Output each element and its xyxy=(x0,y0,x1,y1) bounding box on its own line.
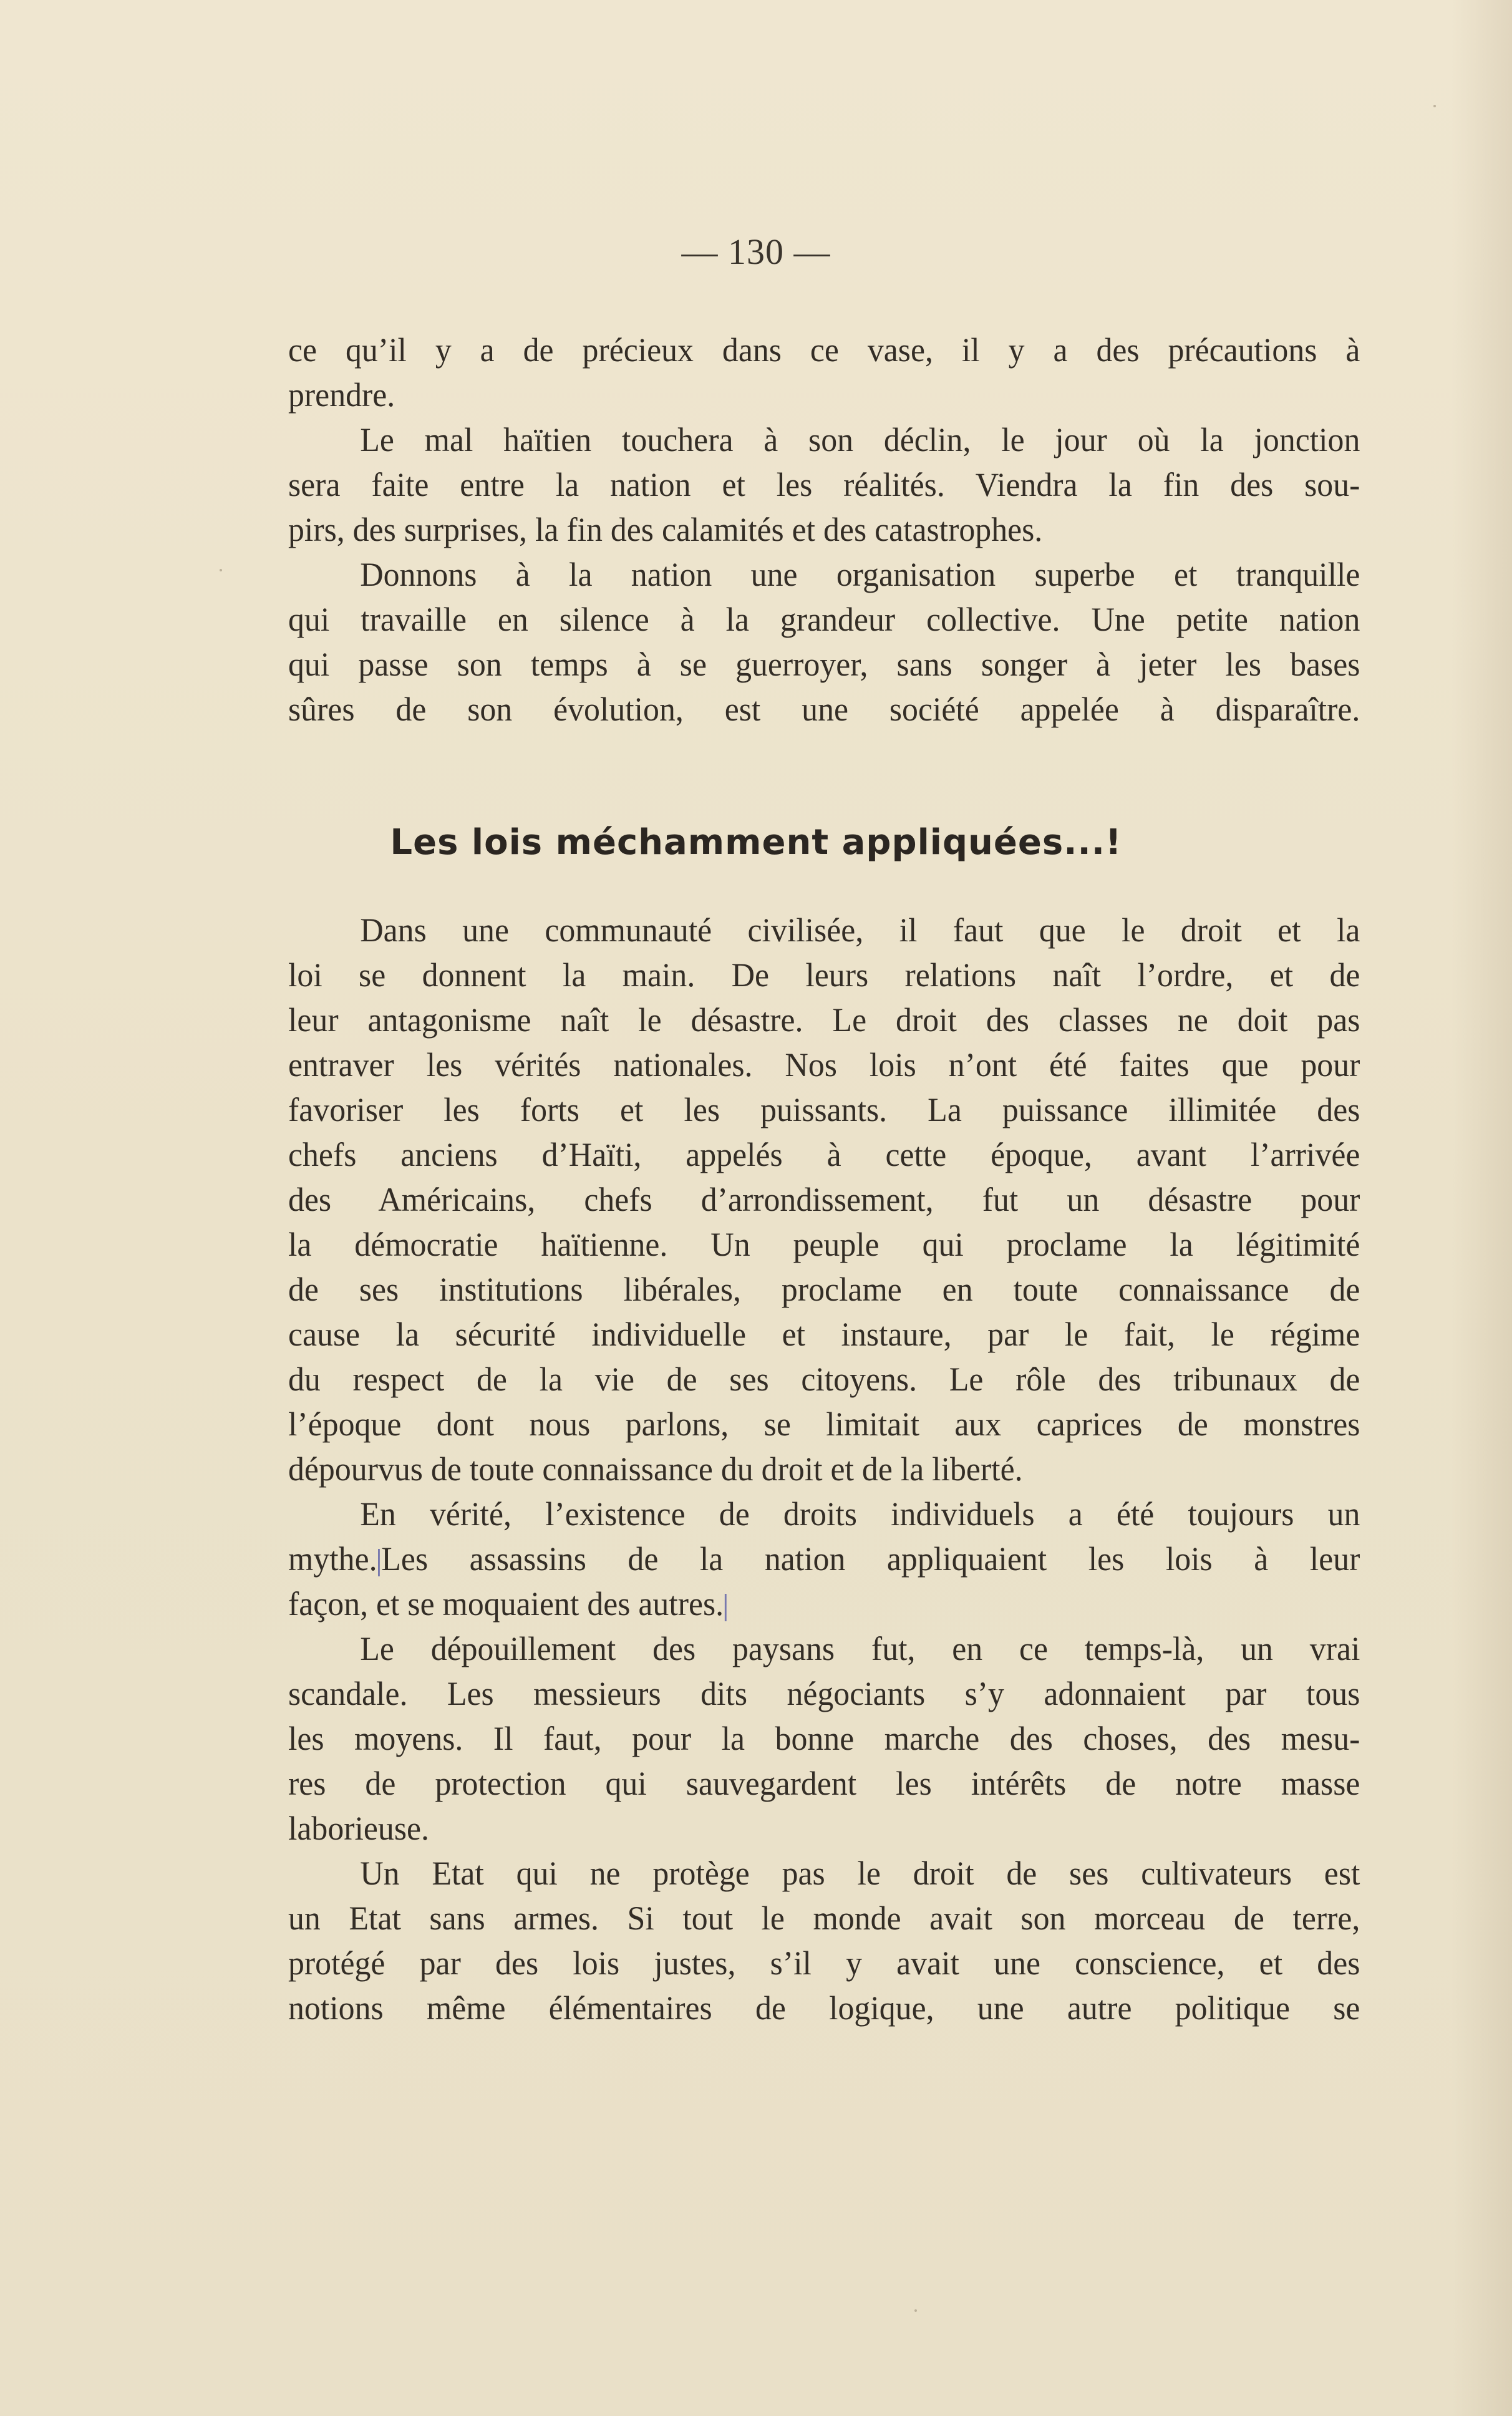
text-line: pirs, des surprises, la fin des calamités et des catastrophes. xyxy=(288,511,1043,548)
text-fragment: mythe. xyxy=(288,1540,377,1578)
text-fragment: Les assassins de la nation appliquaient les lois à leur xyxy=(381,1540,1360,1578)
text-line: prendre. xyxy=(288,376,395,414)
text-line: notions même élémentaires de logique, une autre politique se xyxy=(288,1989,1360,2027)
paper-speck xyxy=(1433,105,1436,107)
text-line: En vérité, l’existence de droits individuels a été toujours un xyxy=(360,1495,1360,1533)
paper-speck xyxy=(914,2309,917,2312)
text-line: protégé par des lois justes, s’il y avait une conscience, et des xyxy=(288,1944,1360,1982)
text-line: laborieuse. xyxy=(288,1810,429,1847)
text-line: ce qu’il y a de précieux dans ce vase, il y a des précautions à xyxy=(288,331,1360,369)
paper-speck xyxy=(220,569,222,571)
text-line: leur antagonisme naît le désastre. Le droit des classes ne doit pas xyxy=(288,1001,1360,1039)
text-line: Le mal haïtien touchera à son déclin, le jour où la jonction xyxy=(360,421,1360,458)
text-line: dépourvus de toute connaissance du droit et de la liberté. xyxy=(288,1450,1023,1488)
page-number: — 130 — xyxy=(681,231,831,272)
text-line: Le dépouillement des paysans fut, en ce temps-là, un vrai xyxy=(360,1630,1360,1667)
text-line: Un Etat qui ne protège pas le droit de ses cultivateurs est xyxy=(360,1855,1360,1892)
text-line: qui travaille en silence à la grandeur collective. Une petite nation xyxy=(288,601,1360,638)
section-heading: Les lois méchamment appliquées...! xyxy=(390,822,1122,863)
text-line: un Etat sans armes. Si tout le monde avait son morceau de terre, xyxy=(288,1899,1360,1937)
text-line: loi se donnent la main. De leurs relations naît l’ordre, et de xyxy=(288,956,1360,994)
text-line: sûres de son évolution, est une société appelée à disparaître. xyxy=(288,691,1360,728)
text-line: chefs anciens d’Haïti, appelés à cette époque, avant l’arrivée xyxy=(288,1136,1360,1173)
text-line: les moyens. Il faut, pour la bonne marche des choses, des mesu- xyxy=(288,1720,1360,1757)
text-line xyxy=(288,1581,1360,1626)
text-line: Donnons à la nation une organisation superbe et tranquille xyxy=(360,556,1360,593)
text-line: l’époque dont nous parlons, se limitait aux caprices de monstres xyxy=(288,1405,1360,1443)
text-line: res de protection qui sauvegardent les intérêts de notre masse xyxy=(288,1765,1360,1802)
section-2-text xyxy=(288,908,1360,2030)
text-fragment: façon, et se moquaient des autres. xyxy=(288,1585,724,1623)
text-line: cause la sécurité individuelle et instaure, par le fait, le régime xyxy=(288,1316,1360,1353)
pencil-mark xyxy=(725,1594,727,1621)
text-line: des Américains, chefs d’arrondissement, fut un désastre pour xyxy=(288,1181,1360,1218)
text-line: de ses institutions libérales, proclame en toute connaissance de xyxy=(288,1271,1360,1308)
text-line: du respect de la vie de ses citoyens. Le rôle des tribunaux de xyxy=(288,1361,1360,1398)
text-line: Dans une communauté civilisée, il faut que le droit et la xyxy=(360,911,1360,949)
section-1-text xyxy=(288,327,1360,732)
text-line: scandale. Les messieurs dits négociants s’y adonnaient par tous xyxy=(288,1675,1360,1712)
text-line: sera faite entre la nation et les réalités. Viendra la fin des sou- xyxy=(288,466,1360,503)
pencil-mark xyxy=(378,1549,380,1576)
text-line xyxy=(288,1536,1360,1581)
text-line: la démocratie haïtienne. Un peuple qui proclame la légitimité xyxy=(288,1226,1360,1263)
text-line: entraver les vérités nationales. Nos lois n’ont été faites que pour xyxy=(288,1046,1360,1084)
text-line: qui passe son temps à se guerroyer, sans songer à jeter les bases xyxy=(288,646,1360,683)
text-line: favoriser les forts et les puissants. La puissance illimitée des xyxy=(288,1091,1360,1128)
